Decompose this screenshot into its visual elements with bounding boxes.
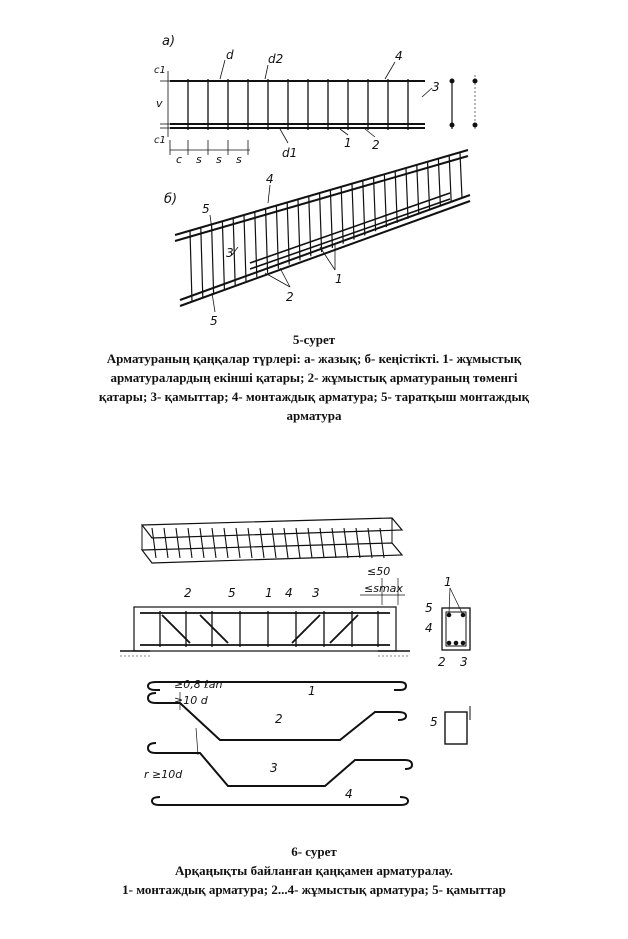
label-sec-3: 3: [460, 655, 468, 669]
label-b-3: 3: [226, 246, 234, 260]
figure5-caption-line1: Арматураның қаңқалар түрлері: а- жазық; б- кеңістікті. 1- жұмыстық: [106, 351, 522, 366]
stirrup-line: [395, 172, 397, 223]
stirrup-line: [460, 153, 462, 198]
label-4: 4: [395, 49, 403, 63]
label-v: v: [156, 97, 163, 110]
label-ge08: ≥0,8 ℓan: [174, 678, 223, 691]
figure6-title: 6- сурет: [291, 844, 337, 859]
stirrup-line: [152, 528, 156, 558]
label-sec-2: 2: [438, 655, 446, 669]
stirrup-line: [320, 194, 322, 253]
label-stirrup-5: 5: [430, 715, 438, 729]
figure5-caption-line3: қатары; 3- қамыттар; 4- монтаждық арматура; 5- таратқыш монтаждық: [98, 389, 530, 404]
stirrup-line: [248, 528, 252, 558]
label-s2: s: [216, 153, 222, 166]
stirrup-line: [449, 156, 451, 202]
label-c1-bottom: c1: [154, 135, 166, 146]
label-6-5: 5: [228, 586, 236, 600]
spatial-cage: [175, 150, 470, 312]
label-lesmax: ≤smax: [364, 582, 403, 595]
label-6-2: 2: [184, 586, 192, 600]
stirrup-line: [363, 181, 365, 235]
label-b: б): [164, 192, 178, 207]
stirrup-line: [201, 228, 203, 298]
stirrup-line: [374, 178, 376, 231]
label-b-5-bottom: 5: [210, 314, 218, 328]
stirrup-line: [164, 528, 168, 558]
figure6-drawing: [120, 500, 490, 820]
label-bar-1: 1: [308, 684, 316, 698]
stirrup-line: [417, 165, 419, 214]
label-3: 3: [432, 80, 440, 94]
label-s1: s: [196, 153, 202, 166]
flat-cage-plan: [160, 60, 477, 155]
label-sec-1: 1: [444, 575, 452, 589]
stirrup-line: [176, 528, 180, 558]
figure5-caption-line2: арматуралардың екінші қатары; 2- жұмыстық арматураның төменгі: [110, 370, 518, 385]
label-a: а): [162, 34, 176, 49]
label-b-1: 1: [335, 272, 343, 286]
label-1: 1: [344, 136, 352, 150]
stirrup-line: [188, 528, 192, 558]
label-6-3: 3: [312, 586, 320, 600]
label-d1: d1: [282, 146, 298, 160]
stirrup-line: [260, 528, 264, 558]
stirrup-line: [406, 169, 408, 219]
stirrup-line: [212, 528, 216, 558]
label-c1-top: c1: [154, 65, 166, 76]
label-2: 2: [372, 138, 380, 152]
stirrup-line: [344, 528, 348, 558]
stirrup-line: [356, 528, 360, 558]
cage-3d: [142, 518, 402, 563]
label-sec-5: 5: [425, 601, 433, 615]
label-c: c: [176, 153, 183, 166]
stirrup-line: [200, 528, 204, 558]
label-r10d: r ≥10d: [144, 768, 183, 781]
label-ge10d: ≥10 d: [174, 694, 208, 707]
stirrup-line: [428, 162, 430, 210]
figure6-caption-line1: Арқаңықты байланған қаңқамен арматуралау.: [175, 863, 453, 878]
label-b-5-top: 5: [202, 202, 210, 216]
figure5-drawing: [150, 25, 490, 335]
label-bar-2: 2: [275, 712, 283, 726]
label-bar-3: 3: [270, 761, 278, 775]
figure6-caption: [40, 842, 588, 899]
figure5-title: 5-сурет: [292, 332, 336, 347]
stirrup-line: [384, 175, 386, 227]
stirrup-line: [352, 184, 354, 239]
label-b-2: 2: [286, 290, 294, 304]
label-bar-4: 4: [345, 787, 353, 801]
stirrup-line: [438, 159, 440, 206]
stirrup-line: [224, 528, 228, 558]
stirrup-line: [236, 528, 240, 558]
label-6-4: 4: [285, 586, 293, 600]
stirrup-line: [212, 225, 214, 294]
label-sec-4: 4: [425, 621, 433, 635]
label-le50: ≤50: [367, 565, 391, 578]
stirrup-line: [272, 528, 276, 558]
stirrup-line: [190, 231, 192, 302]
label-d: d: [226, 48, 234, 62]
stirrup-line: [330, 190, 332, 247]
stirrup-line: [296, 528, 300, 558]
beam-cross-section: [442, 588, 470, 650]
stirrup-line: [284, 528, 288, 558]
label-d2: d2: [268, 52, 284, 66]
stirrup-line: [222, 222, 224, 290]
figure5-caption-line4: арматура: [286, 408, 342, 423]
label-6-1: 1: [265, 586, 273, 600]
figure5-caption: [40, 330, 588, 425]
label-b-4: 4: [266, 172, 274, 186]
stirrup-line: [244, 215, 246, 281]
stirrup-line: [341, 187, 343, 243]
figure6-caption-line2: 1- монтаждық арматура; 2...4- жұмыстық арматура; 5- қамыттар: [122, 882, 506, 897]
label-s3: s: [236, 153, 242, 166]
